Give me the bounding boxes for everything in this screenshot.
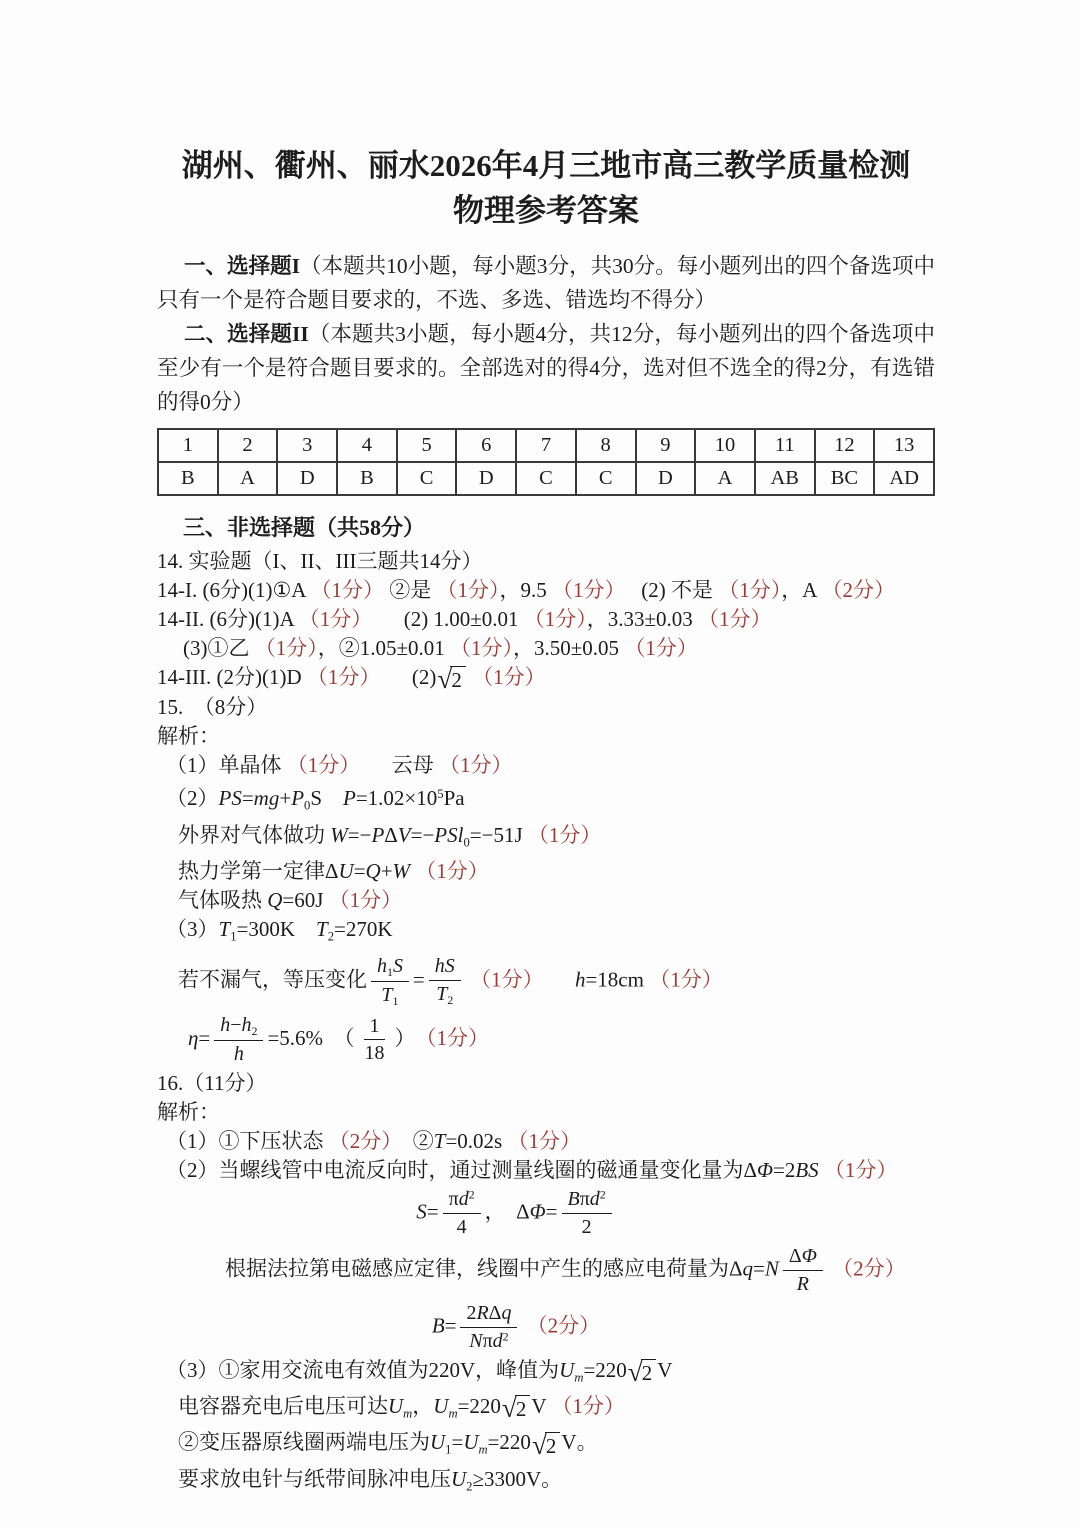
score-mark: （1分） xyxy=(823,1157,898,1182)
text-segment: h xyxy=(220,1013,231,1036)
text-segment: 4 xyxy=(456,1215,467,1238)
text-segment: 根据法拉第电磁感应定律，线圈中产生的感应电荷量为Δ xyxy=(225,1256,743,1281)
text-segment: π xyxy=(579,1187,590,1210)
text-segment: 2 xyxy=(599,1187,606,1202)
text-segment: q xyxy=(501,1301,512,1324)
score-mark: （1分） xyxy=(523,607,587,631)
score-mark: （1分） xyxy=(425,1025,489,1050)
question-number-cell: 7 xyxy=(516,429,576,462)
text-segment: S xyxy=(416,1199,427,1224)
solution-line xyxy=(157,1428,935,1464)
score-mark: （1分） xyxy=(472,665,546,689)
answer-table-number-row xyxy=(158,429,934,462)
question-number-cell: 6 xyxy=(456,429,516,462)
radical xyxy=(502,1395,530,1422)
score-mark: （1分） xyxy=(551,1394,625,1419)
answer-cell: D xyxy=(636,462,696,495)
text-segment: =− xyxy=(347,822,372,847)
solution-line xyxy=(157,821,935,857)
text-segment: q xyxy=(742,1256,754,1281)
text-segment: 解析： xyxy=(157,724,220,749)
radical xyxy=(437,666,465,693)
solution-line xyxy=(157,1299,935,1356)
answer-cell: AD xyxy=(874,462,934,495)
text-segment: =−51J xyxy=(469,822,528,847)
text-segment: T xyxy=(218,917,231,942)
text-segment: = xyxy=(412,967,425,992)
text-segment: BS xyxy=(795,1157,819,1182)
fraction-numerator xyxy=(460,1301,517,1328)
score-mark: （1分） xyxy=(306,665,370,689)
fraction-numerator xyxy=(429,954,461,981)
text-segment: 2 xyxy=(545,1433,557,1458)
fraction-denominator xyxy=(228,1041,250,1067)
question-number-cell: 2 xyxy=(218,429,278,462)
text-segment: 2 xyxy=(502,1329,509,1344)
answer-cell: C xyxy=(576,462,636,495)
text-segment: m xyxy=(448,1406,458,1421)
text-segment: = xyxy=(353,859,366,884)
text-segment: = xyxy=(444,1312,457,1337)
score-mark: （1分） xyxy=(698,607,772,631)
text-segment: 0 xyxy=(304,798,311,813)
text-segment: (2) 1.00±0.01 xyxy=(361,607,524,631)
text-segment: π xyxy=(448,1187,459,1210)
text-segment: = xyxy=(241,786,254,811)
text-segment: U xyxy=(388,1394,404,1419)
solution-line xyxy=(157,952,935,1011)
score-mark: （1分） xyxy=(298,607,362,631)
fraction xyxy=(429,954,461,1008)
text-segment: = xyxy=(753,1256,765,1281)
question-number-cell: 12 xyxy=(815,429,875,462)
text-segment: =300K xyxy=(236,917,316,942)
text-segment: B xyxy=(567,1187,580,1210)
instructions-choice2-label: 二、选择题II xyxy=(184,322,309,346)
instructions-choice2 xyxy=(157,317,935,419)
answer-table-answer-row xyxy=(158,462,934,495)
text-segment: 5 xyxy=(437,787,444,802)
text-segment: − xyxy=(230,1013,242,1036)
fraction-numerator xyxy=(562,1187,612,1214)
text-segment: V xyxy=(531,1394,552,1419)
text-segment: Φ xyxy=(757,1157,774,1182)
fraction-numerator xyxy=(783,1244,823,1271)
solution-line xyxy=(157,605,935,634)
solution-line xyxy=(157,780,935,820)
text-segment: 2 xyxy=(251,1024,258,1039)
text-segment: ，9.5 xyxy=(499,578,553,602)
text-segment: B xyxy=(431,1312,445,1337)
text-segment: mg xyxy=(253,786,280,811)
solution-line xyxy=(157,576,935,605)
text-segment: η xyxy=(188,1025,199,1050)
text-segment: d xyxy=(492,1329,503,1352)
radical xyxy=(627,1356,656,1387)
text-segment: 14. 实验题（I、II、III三题共14分） xyxy=(157,549,483,573)
text-segment: Δ xyxy=(788,1244,802,1267)
text-segment: 1 xyxy=(445,1442,452,1457)
text-segment: U xyxy=(463,1430,479,1455)
text-segment: 14-II. (6分)(1)A xyxy=(157,607,299,631)
text-segment: h xyxy=(241,1013,252,1036)
answer-cell: BC xyxy=(815,462,875,495)
radical-sign: √ xyxy=(531,1429,547,1460)
text-segment: =2 xyxy=(773,1157,796,1182)
text-segment: 1 xyxy=(230,929,237,944)
text-segment: 解析： xyxy=(157,1099,220,1124)
text-segment: ②变压器原线圈两端电压为 xyxy=(178,1430,430,1455)
text-segment: 14-I. (6分)(1)①A xyxy=(157,578,311,602)
text-segment: Pa xyxy=(443,786,465,811)
score-mark: （2分） xyxy=(526,1312,601,1337)
solution-line xyxy=(157,1242,935,1299)
fraction-numerator xyxy=(214,1013,263,1041)
text-segment: 2 xyxy=(466,1301,477,1324)
text-segment: S xyxy=(392,954,403,977)
text-segment: ， xyxy=(412,1394,434,1419)
answer-cell: B xyxy=(158,462,218,495)
text-segment: π xyxy=(482,1329,493,1352)
text-segment: 气体吸热 xyxy=(178,888,268,913)
score-mark: （1分） xyxy=(328,888,403,913)
solution-line xyxy=(157,751,935,780)
fraction xyxy=(443,1187,481,1240)
solution-line xyxy=(157,547,935,576)
score-mark: （2分） xyxy=(832,1256,906,1281)
text-segment: =18cm xyxy=(585,967,650,992)
radical-sign: √ xyxy=(627,1356,643,1387)
instructions-choice1-text: （本题共10小题，每小题3分，共30分。每小题列出的四个备选项中只有一个是符合题目要求的，不选、多选、错选均不得分） xyxy=(157,254,935,312)
text-segment: ，3.50±0.05 xyxy=(513,636,625,660)
text-segment: （1）单晶体 xyxy=(166,753,287,778)
text-segment: W xyxy=(392,859,411,884)
fraction-denominator xyxy=(430,981,459,1008)
fraction xyxy=(214,1013,263,1067)
score-mark: （1分） xyxy=(286,753,350,778)
solution-line xyxy=(157,1392,935,1428)
text-segment: W xyxy=(330,822,348,847)
text-segment: (3)①乙 xyxy=(183,636,255,660)
text-segment: =270K xyxy=(333,917,393,942)
document-title-line2: 物理参考答案 xyxy=(453,193,639,228)
fraction-numerator xyxy=(443,1187,481,1214)
answer-cell: B xyxy=(337,462,397,495)
text-segment: ，3.33±0.03 xyxy=(586,607,699,631)
text-segment: hS xyxy=(434,955,455,978)
instructions-choice2-text: （本题共3小题，每小题4分，共12分，每小题列出的四个备选项中至少有一个是符合题目要求的。全部选对的得4分，选对但不选全的得2分，有选错的得0分） xyxy=(157,322,935,414)
solution-line xyxy=(157,886,935,915)
fraction-numerator xyxy=(371,954,409,982)
text-segment: Δ xyxy=(384,822,398,847)
text-segment: V xyxy=(397,822,411,847)
text-segment: ② xyxy=(391,1128,434,1153)
fraction-denominator xyxy=(791,1271,815,1297)
solution-line xyxy=(157,1465,935,1501)
text-segment: 15. （8分） xyxy=(157,695,268,720)
text-segment: U xyxy=(338,859,354,884)
radical-sign: √ xyxy=(501,1393,517,1424)
document-title xyxy=(157,143,935,233)
text-segment: = xyxy=(451,1430,464,1455)
score-mark: （1分） xyxy=(310,578,385,602)
text-segment: 云母 xyxy=(349,753,439,778)
text-segment: ，②1.05±0.01 xyxy=(317,636,451,660)
solution-line xyxy=(157,663,935,693)
text-segment: T xyxy=(316,917,328,942)
solution-line xyxy=(157,722,935,751)
solution-line xyxy=(157,1185,935,1242)
text-segment: ） xyxy=(394,1025,426,1050)
text-segment: T xyxy=(433,1128,446,1153)
answer-cell: A xyxy=(218,462,278,495)
radicand xyxy=(515,1395,531,1421)
radicand xyxy=(641,1359,657,1385)
text-segment: h xyxy=(377,954,387,977)
answer-cell: C xyxy=(516,462,576,495)
text-segment: T xyxy=(381,983,393,1006)
text-segment: = xyxy=(198,1025,211,1050)
text-segment: R xyxy=(796,1272,809,1295)
question-number-cell: 4 xyxy=(337,429,397,462)
text-segment: + xyxy=(380,859,393,884)
text-segment: 1 xyxy=(369,1014,380,1037)
score-mark: （1分） xyxy=(254,636,318,660)
text-segment: 0 xyxy=(463,835,470,850)
text-segment: 18 xyxy=(364,1042,385,1065)
score-mark: （1分） xyxy=(415,859,489,884)
text-segment: V。 xyxy=(561,1430,598,1455)
text-segment: U xyxy=(559,1357,575,1382)
question-number-cell: 1 xyxy=(158,429,218,462)
text-segment: m xyxy=(574,1370,584,1385)
fraction xyxy=(562,1187,612,1240)
score-mark: （1分） xyxy=(624,636,698,660)
question-number-cell: 5 xyxy=(397,429,457,462)
section3-heading-text: 三、非选择题（共58分） xyxy=(183,515,426,540)
text-segment: m xyxy=(478,1442,488,1457)
radical-sign: √ xyxy=(437,664,453,695)
text-segment: Q xyxy=(365,859,381,884)
instructions-choice1 xyxy=(157,249,935,317)
text-segment: N xyxy=(469,1329,483,1352)
text-segment: d xyxy=(458,1187,469,1210)
text-segment: 14-III. (2分)(1)D xyxy=(157,665,307,689)
question-number-cell: 3 xyxy=(277,429,337,462)
fraction-denominator xyxy=(463,1328,514,1354)
document-title-line1: 湖州、衢州、丽水2026年4月三地市高三教学质量检测 xyxy=(181,148,911,183)
text-segment: Φ xyxy=(529,1199,546,1224)
text-segment: 2 xyxy=(581,1215,592,1238)
question-number-cell: 8 xyxy=(576,429,636,462)
answer-cell: AB xyxy=(755,462,815,495)
text-segment: ， Δ xyxy=(484,1199,530,1224)
text-segment: =0.02s xyxy=(445,1128,508,1153)
score-mark: （1分） xyxy=(507,1128,581,1153)
text-segment: =1.02×10 xyxy=(355,786,438,811)
text-segment: （1）①下压状态 xyxy=(166,1128,329,1153)
text-segment: 2 xyxy=(466,1479,473,1494)
fraction xyxy=(371,954,409,1009)
text-segment: 要求放电针与纸带间脉冲电压 xyxy=(178,1466,451,1491)
text-segment xyxy=(533,967,575,991)
text-segment: = xyxy=(426,1199,439,1224)
text-segment: 2 xyxy=(468,1187,475,1202)
solution-line xyxy=(157,634,935,663)
section3-heading xyxy=(157,513,935,543)
fraction-denominator xyxy=(359,1040,391,1066)
solution-line xyxy=(157,693,935,722)
text-segment: U xyxy=(451,1466,467,1491)
text-segment: =220 xyxy=(583,1357,627,1382)
text-segment: =60J xyxy=(282,888,329,913)
answer-table xyxy=(157,428,935,496)
score-mark: （2分） xyxy=(821,578,896,602)
solution-line xyxy=(157,1011,935,1069)
question-number-cell: 11 xyxy=(755,429,815,462)
text-segment: m xyxy=(403,1406,413,1421)
text-segment: = xyxy=(545,1199,558,1224)
text-segment: ≥3300V。 xyxy=(472,1466,563,1491)
radical xyxy=(531,1429,560,1460)
text-segment: P xyxy=(343,786,356,811)
fraction xyxy=(359,1014,391,1067)
text-segment: 2 xyxy=(515,1397,527,1422)
text-segment: U xyxy=(430,1430,446,1455)
text-segment: 若不漏气，等压变化 xyxy=(178,967,367,992)
answer-cell: D xyxy=(456,462,516,495)
text-segment: (2) xyxy=(369,665,437,689)
text-segment: 外界对气体做功 xyxy=(178,822,331,847)
fraction-denominator xyxy=(576,1214,598,1240)
text-segment: 热力学第一定律Δ xyxy=(178,859,339,884)
text-segment: Φ xyxy=(801,1244,817,1267)
text-segment: 2 xyxy=(641,1360,653,1385)
score-mark: （1分） xyxy=(469,967,533,992)
question-number-cell: 13 xyxy=(874,429,934,462)
score-mark: （1分） xyxy=(552,578,616,602)
text-segment: Δ xyxy=(488,1301,502,1324)
text-segment: 1 xyxy=(392,993,399,1008)
text-segment: （2） xyxy=(166,786,219,811)
answer-cell: C xyxy=(397,462,457,495)
text-segment: （2）当螺线管中电流反向时，通过测量线圈的磁通量变化量为Δ xyxy=(166,1157,758,1182)
text-segment: ②是 xyxy=(384,578,437,602)
text-segment: PSl xyxy=(434,822,464,847)
fraction xyxy=(460,1301,517,1354)
score-mark: （1分） xyxy=(718,578,782,602)
score-mark: （1分） xyxy=(527,822,602,847)
text-segment: =220 xyxy=(487,1430,531,1455)
answer-cell: A xyxy=(695,462,755,495)
text-segment: P xyxy=(291,786,305,811)
text-segment: (2) 不是 xyxy=(615,578,719,602)
text-segment: PS xyxy=(218,786,242,811)
text-segment: 2 xyxy=(327,929,334,944)
text-segment: U xyxy=(433,1394,449,1419)
question-number-cell: 9 xyxy=(636,429,696,462)
text-segment: Q xyxy=(267,888,283,913)
solution-line xyxy=(157,1127,935,1156)
text-segment: =− xyxy=(410,822,435,847)
score-mark: （1分） xyxy=(450,636,514,660)
instructions-choice1-label: 一、选择题I xyxy=(184,254,300,278)
text-segment: 1 xyxy=(386,964,393,979)
score-mark: （1分） xyxy=(649,967,723,992)
text-segment: 电容器充电后电压可达 xyxy=(178,1394,388,1419)
text-segment: V xyxy=(657,1357,673,1382)
text-segment: h xyxy=(233,1043,244,1066)
text-segment: （3）①家用交流电有效值为220V，峰值为 xyxy=(166,1357,560,1382)
text-segment: 2 xyxy=(451,668,462,693)
text-segment: T xyxy=(436,983,448,1006)
text-segment: P xyxy=(371,822,385,847)
solution-line xyxy=(157,857,935,886)
solution-line xyxy=(157,1356,935,1392)
fraction-denominator xyxy=(451,1214,473,1240)
radicand xyxy=(545,1432,561,1458)
solution-lines xyxy=(157,547,935,1501)
solution-line xyxy=(157,1156,935,1185)
text-segment: 2 xyxy=(447,993,454,1008)
text-segment: =5.6% （ xyxy=(267,1025,355,1050)
score-mark: （1分） xyxy=(439,753,513,778)
fraction xyxy=(783,1244,823,1297)
text-segment: R xyxy=(476,1301,489,1324)
text-segment: 16.（11分） xyxy=(157,1070,267,1095)
text-segment: =220 xyxy=(457,1394,501,1419)
text-segment: + xyxy=(279,786,292,811)
answer-cell: D xyxy=(277,462,337,495)
score-mark: （2分） xyxy=(328,1128,392,1153)
fraction-denominator xyxy=(375,982,404,1009)
solution-line xyxy=(157,1098,935,1127)
solution-line xyxy=(157,915,935,951)
text-segment: ，A xyxy=(781,578,822,602)
fraction-numerator xyxy=(364,1014,386,1041)
text-segment: h xyxy=(574,967,586,992)
score-mark: （1分） xyxy=(436,578,500,602)
text-segment: N xyxy=(764,1256,779,1281)
solution-line xyxy=(157,1069,935,1098)
radicand xyxy=(450,666,466,692)
question-number-cell: 10 xyxy=(695,429,755,462)
text-segment: S xyxy=(310,786,343,811)
text-segment: d xyxy=(589,1187,600,1210)
text-segment: （3） xyxy=(166,917,219,942)
